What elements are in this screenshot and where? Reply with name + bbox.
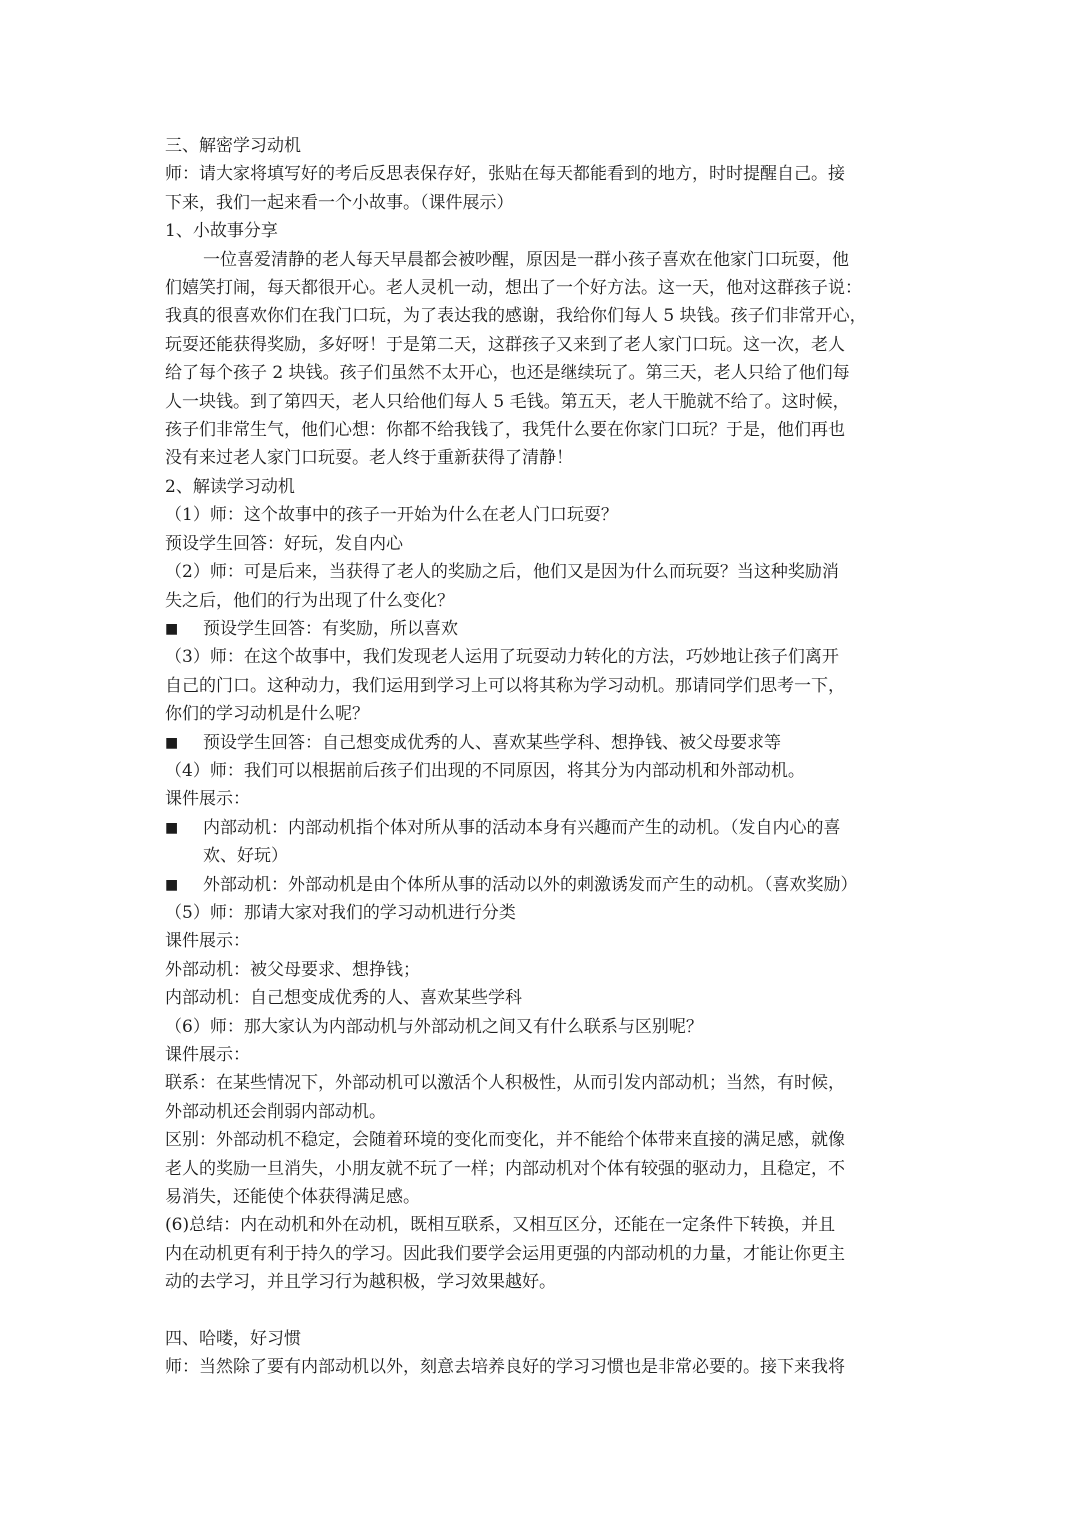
internal-classification: 内部动机：自己想变成优秀的人、喜欢某些学科 bbox=[165, 988, 522, 1009]
story-paragraph: 一位喜爱清静的老人每天早晨都会被吵醒，原因是一群小孩子喜欢在他家门口玩耍，他 们嬉笑打闹，每天都很开心。老人灵机一动，想出了一个好方法。这一天，他对这群孩子说： 我真的很喜欢你们在我门口玩，为了表达我的感谢，我给你们每人 5 块钱。孩子们非常开心， 玩耍还能获得奖励，多好呀！于是第二天，这群孩子又来到了老人家门口玩。这一次，老人 给了每个孩子 2 块钱。孩子们虽然不太开心，也还是继续玩了。第三天，老人只给了他们每 人一块钱。到了第四天，老人只给他们每人 5 毛钱。第五天，老人干脆就不给了。这时候， 孩子们非常生气，他们心想：你都不给我钱了，我凭什么要在你家门口玩？于是，他们再也 没有来过老人家门口玩耍。老人终于重新获得了清静！ bbox=[165, 249, 867, 469]
bullet-square-icon: ■ bbox=[165, 819, 179, 836]
question-4: （4）师：我们可以根据前后孩子们出现的不同原因，将其分为内部动机和外部动机。 bbox=[165, 760, 805, 781]
bullet-square-icon: ■ bbox=[165, 734, 179, 751]
slide-label: 课件展示： bbox=[165, 931, 250, 952]
document-body bbox=[165, 132, 917, 1381]
external-motive-bullet: ■ 外部动机：外部动机是由个体所从事的活动以外的刺激诱发而产生的动机。（喜欢奖励） bbox=[165, 871, 917, 899]
question-5: （5）师：那请大家对我们的学习动机进行分类 bbox=[165, 902, 516, 923]
summary-paragraph: (6)总结：内在动机和外在动机，既相互联系，又相互区分，还能在一定条件下转换，并且 内在动机更有利于持久的学习。因此我们要学会运用更强的内部动机的力量，才能让你更主 动的去学习，并且学习行为越积极，学习效果越好。 bbox=[165, 1215, 845, 1293]
question-1: （1）师：这个故事中的孩子一开始为什么在老人门口玩耍？ bbox=[165, 505, 618, 526]
internal-motive-bullet: ■ 内部动机：内部动机指个体对所从事的活动本身有兴趣而产生的动机。（发自内心的喜 欢、好玩） bbox=[165, 814, 917, 871]
answer-2-bullet: ■ 预设学生回答：有奖励，所以喜欢 bbox=[165, 615, 917, 643]
answer-1: 预设学生回答：好玩，发自内心 bbox=[165, 533, 403, 554]
relation-paragraph: 联系：在某些情况下，外部动机可以激活个人积极性，从而引发内部动机；当然，有时候， 外部动机还会削弱内部动机。 bbox=[165, 1073, 845, 1122]
answer-3-bullet: ■ 预设学生回答：自己想变成优秀的人、喜欢某些学科、想挣钱、被父母要求等 bbox=[165, 729, 917, 757]
question-6: （6）师：那大家认为内部动机与外部动机之间又有什么联系与区别呢？ bbox=[165, 1016, 703, 1037]
slide-label: 课件展示： bbox=[165, 789, 250, 810]
section-heading: 三、解密学习动机 bbox=[165, 136, 301, 156]
external-classification: 外部动机：被父母要求、想挣钱； bbox=[165, 959, 420, 980]
difference-paragraph: 区别：外部动机不稳定，会随着环境的变化而变化，并不能给个体带来直接的满足感，就像 老人的奖励一旦消失，小朋友就不玩了一样；内部动机对个体有较强的驱动力，且稳定，不 易消失，还能使个体获得满足感。 bbox=[165, 1130, 845, 1208]
question-2: （2）师：可是后来，当获得了老人的奖励之后，他们又是因为什么而玩耍？当这种奖励消 失之后，他们的行为出现了什么变化？ bbox=[165, 562, 839, 611]
blank-line bbox=[165, 1297, 917, 1325]
section-heading: 四、哈喽，好习惯 bbox=[165, 1328, 301, 1349]
question-3: （3）师：在这个故事中，我们发现老人运用了玩耍动力转化的方法，巧妙地让孩子们离开 自己的门口。这种动力，我们运用到学习上可以将其称为学习动机。那请同学们思考一下， 你们的学习动机是什么呢？ bbox=[165, 647, 845, 725]
slide-label: 课件展示： bbox=[165, 1045, 250, 1065]
bullet-square-icon: ■ bbox=[165, 620, 179, 637]
teacher-intro: 师：请大家将填写好的考后反思表保存好，张贴在每天都能看到的地方，时时提醒自己。接 下来，我们一起来看一个小故事。（课件展示） bbox=[165, 164, 845, 213]
subsection-title: 2、解读学习动机 bbox=[165, 476, 295, 497]
teacher-intro: 师：当然除了要有内部动机以外，刻意去培养良好的学习习惯也是非常必要的。接下来我将 bbox=[165, 1357, 845, 1378]
bullet-square-icon: ■ bbox=[165, 876, 179, 893]
subsection-title: 1、小故事分享 bbox=[165, 221, 278, 242]
